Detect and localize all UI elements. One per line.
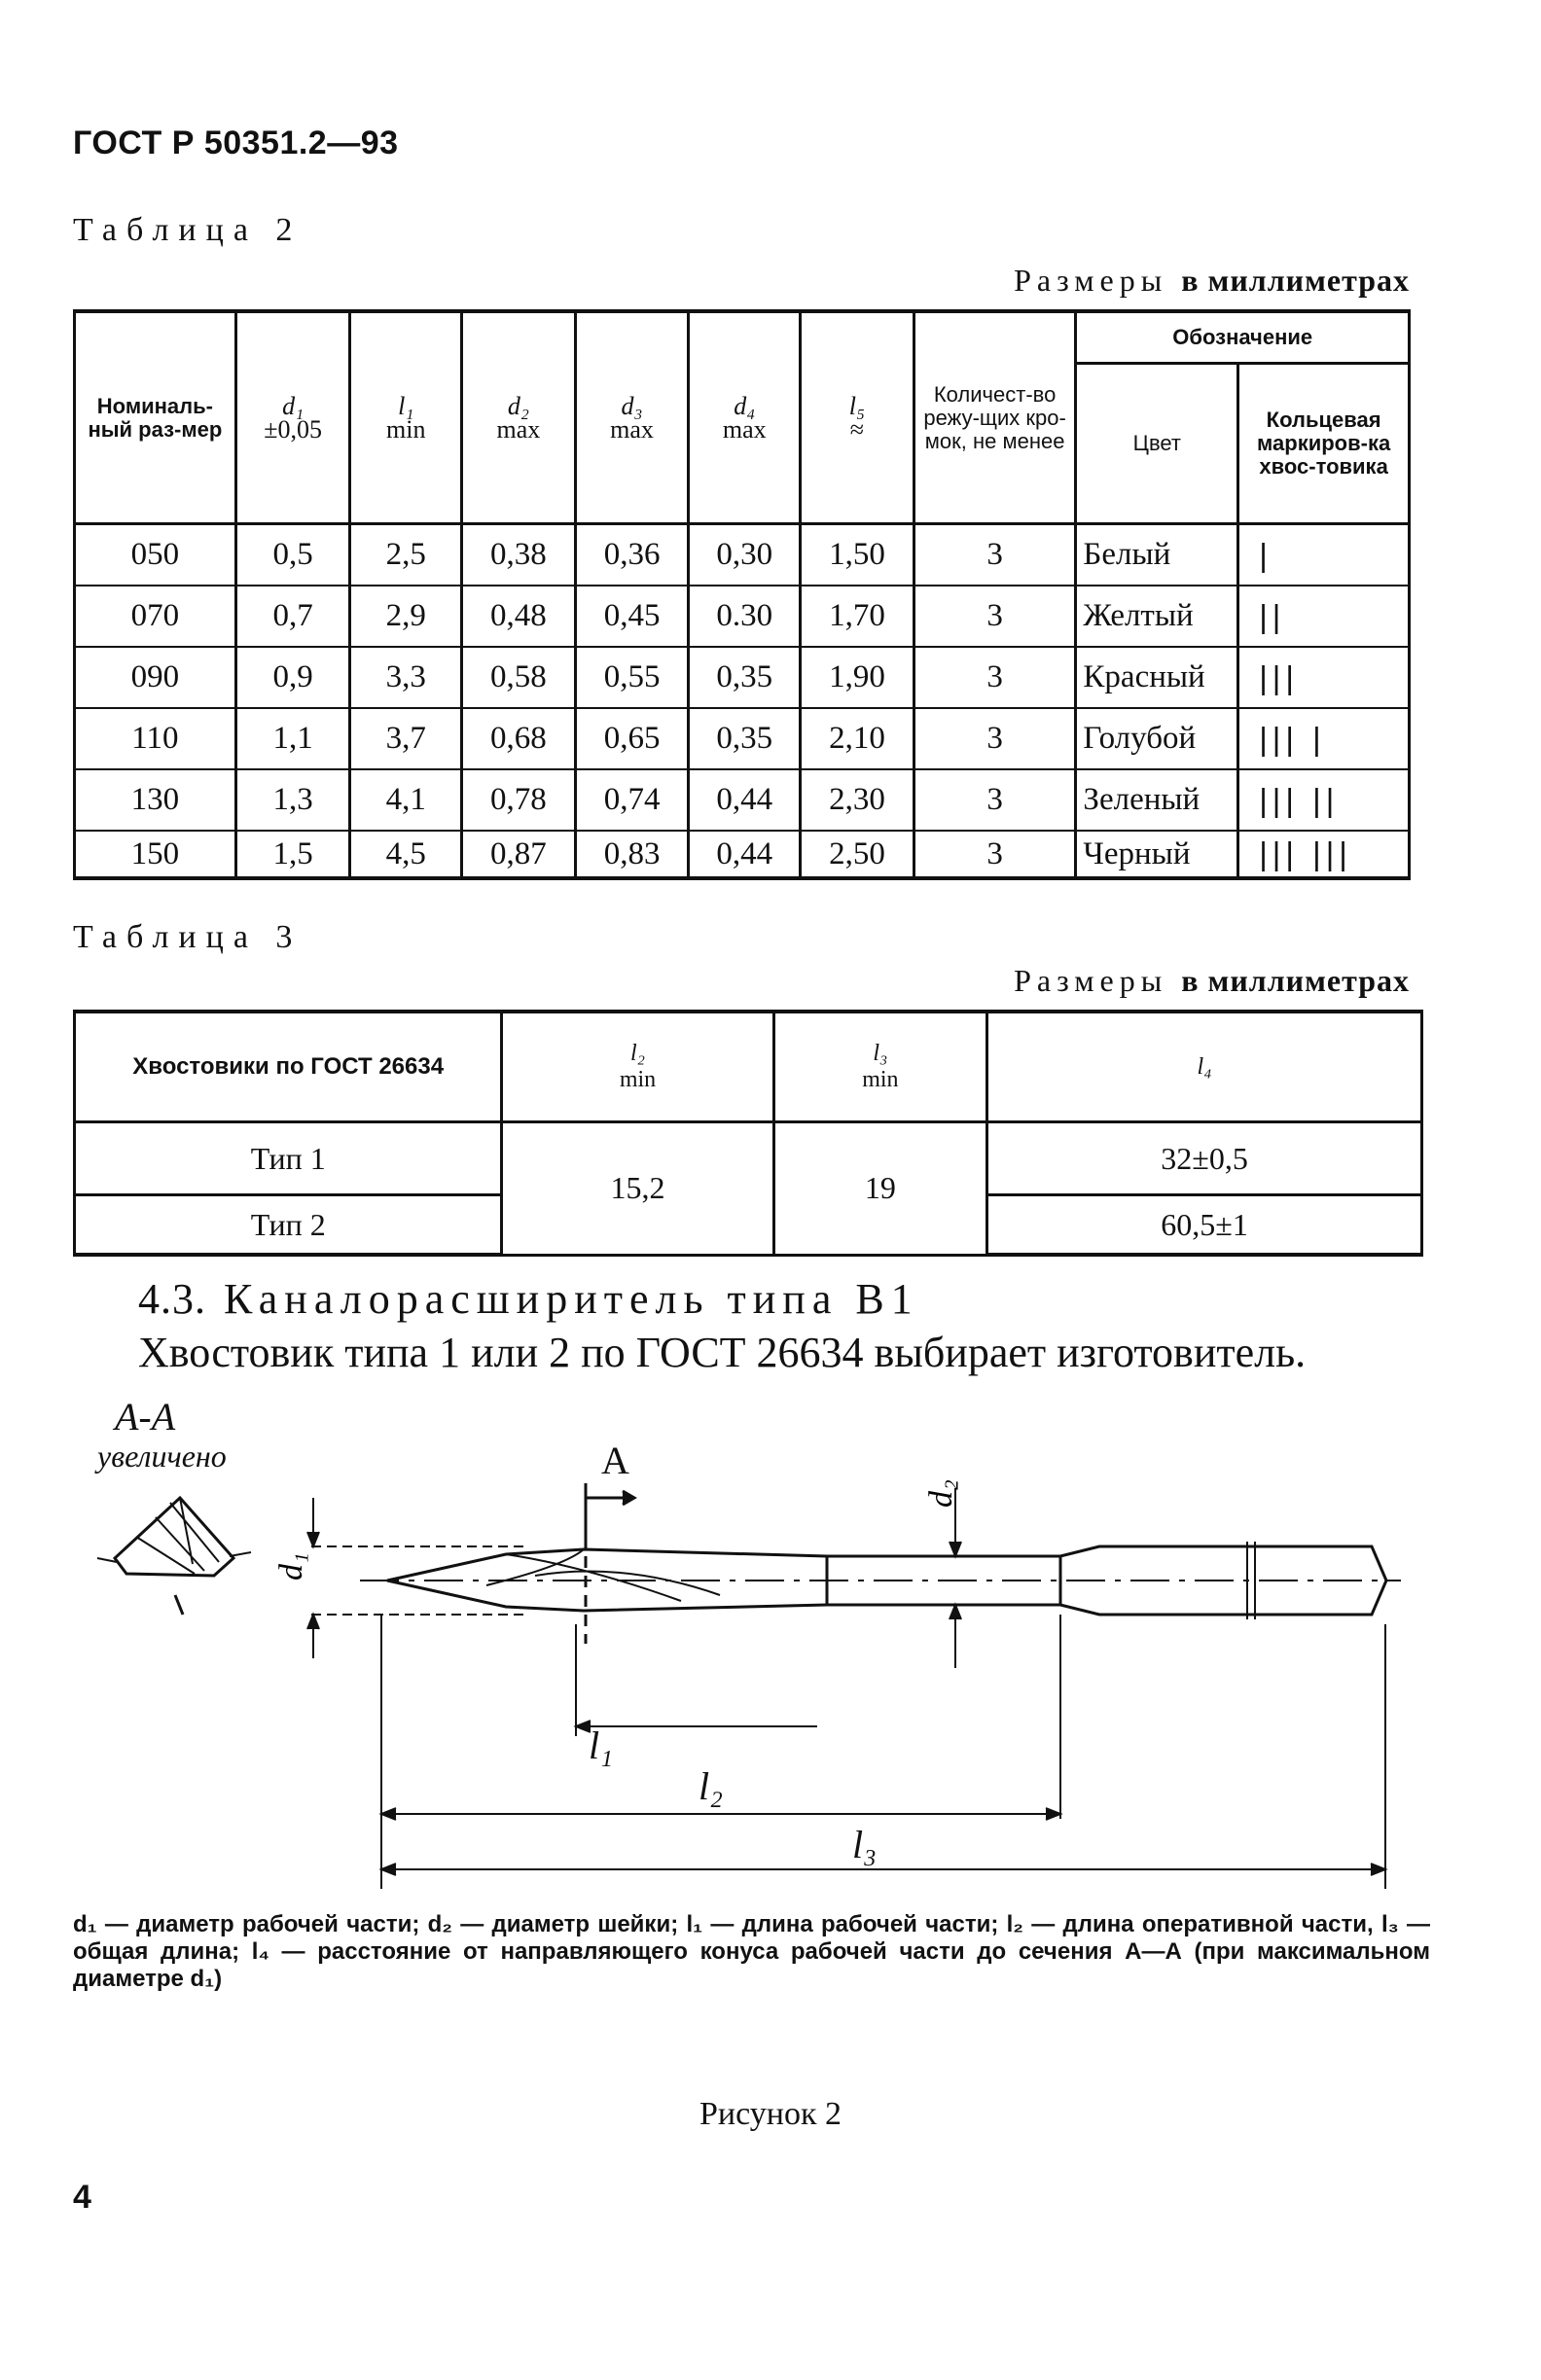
cell-d2: 0,87 <box>462 831 576 878</box>
cell-color: Желтый <box>1076 586 1238 647</box>
col-designation: Обозначение <box>1076 311 1410 364</box>
l3-label: l₃ <box>852 1823 878 1866</box>
table3-caption: Таблица 3 <box>73 919 303 955</box>
length-dimensions <box>381 1615 1385 1889</box>
col-l2: l₂ min <box>502 1012 773 1122</box>
table3 <box>73 1010 1423 1257</box>
cell-nominal: 150 <box>75 831 236 878</box>
cell-ring: ||| | <box>1238 708 1410 769</box>
cell-d3: 0,83 <box>575 831 689 878</box>
cell-l4: 60,5±1 <box>987 1195 1422 1256</box>
table-row <box>75 524 1410 586</box>
cell-l3: 19 <box>773 1122 986 1256</box>
cell-d3: 0,74 <box>575 769 689 831</box>
cell-color: Зеленый <box>1076 769 1238 831</box>
table-row <box>75 586 1410 647</box>
table-row <box>75 831 1410 878</box>
cell-ring: ||| || <box>1238 769 1410 831</box>
cell-d2: 0,48 <box>462 586 576 647</box>
table3-units-rest: в миллиметрах <box>1181 963 1410 998</box>
section-label: А-А <box>115 1395 176 1439</box>
cell-d1: 1,3 <box>235 769 350 831</box>
cell-l1: 4,1 <box>350 769 462 831</box>
col-l4: l₄ <box>987 1012 1422 1122</box>
cell-l1: 2,5 <box>350 524 462 586</box>
cell-color: Белый <box>1076 524 1238 586</box>
cell-color: Голубой <box>1076 708 1238 769</box>
cell-l1: 3,7 <box>350 708 462 769</box>
document-header: ГОСТ Р 50351.2—93 <box>73 124 399 161</box>
table-row <box>75 647 1410 708</box>
cell-ring: | <box>1238 524 1410 586</box>
table2-caption: Таблица 2 <box>73 212 303 248</box>
cell-d2: 0,58 <box>462 647 576 708</box>
table2-units-prefix: Размеры <box>1014 263 1168 298</box>
cell-d2: 0,68 <box>462 708 576 769</box>
d1-label: d₁ <box>273 1552 309 1581</box>
cell-d1: 1,1 <box>235 708 350 769</box>
cell-type: Тип 2 <box>75 1195 502 1256</box>
cross-section-shape <box>97 1498 251 1615</box>
col-shank: Хвостовики по ГОСТ 26634 <box>75 1012 502 1122</box>
cell-type: Тип 1 <box>75 1122 502 1195</box>
col-d3: d₃ max <box>575 311 689 524</box>
cell-d4: 0,35 <box>689 647 801 708</box>
d1-dimension <box>307 1498 525 1658</box>
cell-nominal: 090 <box>75 647 236 708</box>
cell-d3: 0,36 <box>575 524 689 586</box>
cell-d4: 0,30 <box>689 524 801 586</box>
cell-l5: 2,30 <box>801 769 914 831</box>
cell-l5: 1,70 <box>801 586 914 647</box>
section-text: Хвостовик типа 1 или 2 по ГОСТ 26634 выбирает изготовитель. <box>138 1329 1307 1376</box>
cell-l1: 3,3 <box>350 647 462 708</box>
cell-l5: 1,90 <box>801 647 914 708</box>
section-heading <box>138 1274 919 1324</box>
col-d2: d₂ max <box>462 311 576 524</box>
col-d1: d₁ ±0,05 <box>235 311 350 524</box>
col-color: Цвет <box>1076 364 1238 524</box>
cell-nominal: 110 <box>75 708 236 769</box>
cell-d2: 0,38 <box>462 524 576 586</box>
cell-edges: 3 <box>914 708 1076 769</box>
cell-edges: 3 <box>914 647 1076 708</box>
cell-d2: 0,78 <box>462 769 576 831</box>
table3-units <box>1014 963 1410 999</box>
section-note: увеличено <box>97 1439 227 1474</box>
cell-l5: 2,10 <box>801 708 914 769</box>
col-l3: l₃ min <box>773 1012 986 1122</box>
cell-ring: || <box>1238 586 1410 647</box>
cell-d1: 1,5 <box>235 831 350 878</box>
table2-units <box>1014 263 1410 299</box>
cell-d4: 0,35 <box>689 708 801 769</box>
table2 <box>73 309 1411 880</box>
table-row <box>75 1122 1422 1195</box>
d2-label: d₂ <box>923 1479 959 1508</box>
cell-nominal: 050 <box>75 524 236 586</box>
page-number: 4 <box>73 2179 91 2216</box>
cell-ring: ||| <box>1238 647 1410 708</box>
cell-d4: 0.30 <box>689 586 801 647</box>
cell-d4: 0,44 <box>689 769 801 831</box>
cell-color: Красный <box>1076 647 1238 708</box>
d2-dimension <box>950 1488 961 1668</box>
reamer-drawing <box>0 1391 1541 1897</box>
figure-caption: Рисунок 2 <box>699 2096 842 2132</box>
cut-label: А <box>601 1439 629 1482</box>
cell-d1: 0,7 <box>235 586 350 647</box>
table-row <box>75 708 1410 769</box>
cell-edges: 3 <box>914 586 1076 647</box>
col-l5: l₅ ≈ <box>801 311 914 524</box>
cell-edges: 3 <box>914 524 1076 586</box>
cut-mark <box>586 1483 634 1644</box>
cell-nominal: 130 <box>75 769 236 831</box>
cell-edges: 3 <box>914 769 1076 831</box>
figure-legend: d₁ — диаметр рабочей части; d₂ — диаметр шейки; l₁ — длина рабочей части; l₂ — длина оперативной части, l₃ — общая длина; l₄ — расстояние от направляющего конуса рабочей части до сечения А—А (при максимальном диаметре d₁) <box>73 1911 1430 1992</box>
cell-l2: 15,2 <box>502 1122 773 1256</box>
cell-l5: 2,50 <box>801 831 914 878</box>
col-d4: d₄ max <box>689 311 801 524</box>
cell-d3: 0,65 <box>575 708 689 769</box>
cell-d3: 0,55 <box>575 647 689 708</box>
cell-edges: 3 <box>914 831 1076 878</box>
section-number: 4.3. <box>138 1275 206 1323</box>
cell-nominal: 070 <box>75 586 236 647</box>
cell-d4: 0,44 <box>689 831 801 878</box>
cell-l1: 4,5 <box>350 831 462 878</box>
cell-ring: ||| ||| <box>1238 831 1410 878</box>
cell-l1: 2,9 <box>350 586 462 647</box>
col-l1: l₁ min <box>350 311 462 524</box>
table3-units-prefix: Размеры <box>1014 963 1168 998</box>
cell-color: Черный <box>1076 831 1238 878</box>
cell-d1: 0,5 <box>235 524 350 586</box>
col-nominal: Номиналь-ный раз-мер <box>75 311 236 524</box>
l1-label: l₁ <box>589 1723 614 1767</box>
table2-units-rest: в миллиметрах <box>1181 263 1410 298</box>
cell-l5: 1,50 <box>801 524 914 586</box>
cell-l4: 32±0,5 <box>987 1122 1422 1195</box>
l2-label: l₂ <box>699 1764 724 1808</box>
cell-d3: 0,45 <box>575 586 689 647</box>
section-title: Каналорасширитель типа В1 <box>224 1275 919 1323</box>
cell-d1: 0,9 <box>235 647 350 708</box>
col-edges: Количест-во режу-щих кро-мок, не менее <box>914 311 1076 524</box>
col-ring: Кольцевая маркиров-ка хвос-товика <box>1238 364 1410 524</box>
table-row <box>75 769 1410 831</box>
